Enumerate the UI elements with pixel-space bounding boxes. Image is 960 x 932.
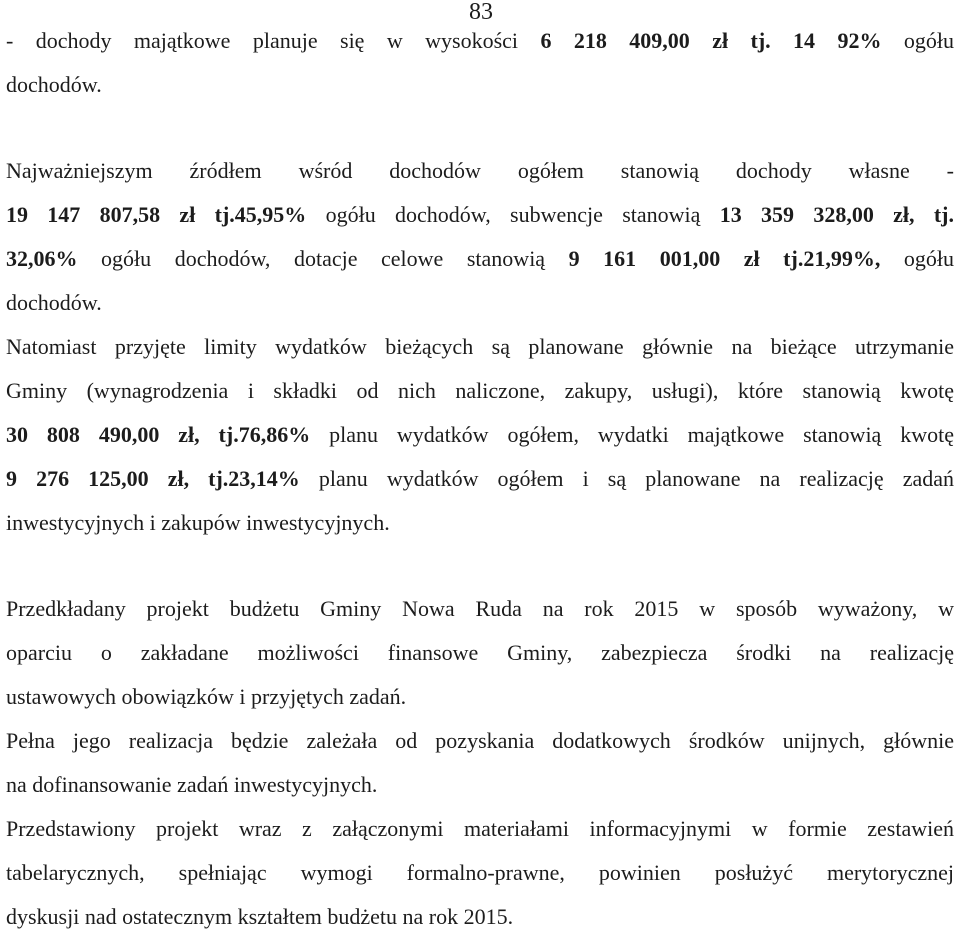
page-number: 83 <box>469 0 493 25</box>
paragraph-2-line-2 <box>6 200 954 230</box>
paragraph-5-line-1: Pełna jego realizacja będzie zależała od pozyskania dodatkowych środków unijnych, głównie <box>6 728 954 753</box>
paragraph-3-line-5: inwestycyjnych i zakupów inwestycyjnych. <box>6 510 390 535</box>
text-span: - dochody majątkowe planuje się w wysokości <box>6 28 541 53</box>
bold-amount: 9 161 001,00 zł tj.21,99%, <box>568 246 881 271</box>
text-span: ogółu dochodów, dotacje celowe stanowią <box>77 246 569 271</box>
paragraph-2-line-3 <box>6 244 954 274</box>
bold-amount: 9 276 125,00 zł, tj.23,14% <box>6 466 300 491</box>
bold-amount: 13 359 328,00 zł, tj. <box>719 202 955 227</box>
text-span: planu wydatków ogółem i są planowane na realizację zadań <box>299 466 955 491</box>
paragraph-1-line-2: dochodów. <box>6 72 102 97</box>
text-span: ogółu <box>880 246 955 271</box>
bold-amount: 6 218 409,00 zł tj. 14 92% <box>540 28 882 53</box>
bold-amount: 19 147 807,58 zł tj.45,95% <box>6 202 307 227</box>
paragraph-3-line-2: Gminy (wynagrodzenia i składki od nich naliczone, zakupy, usługi), które stanowią kwotę <box>6 378 954 403</box>
paragraph-4-line-2: oparciu o zakładane możliwości finansowe Gminy, zabezpiecza środki na realizację <box>6 640 954 665</box>
bold-amount: 32,06% <box>6 246 78 271</box>
text-span: planu wydatków ogółem, wydatki majątkowe stanowią kwotę <box>310 422 954 447</box>
paragraph-4-line-1: Przedkładany projekt budżetu Gminy Nowa Ruda na rok 2015 w sposób wyważony, w <box>6 596 954 621</box>
bold-amount: 30 808 490,00 zł, tj.76,86% <box>6 422 311 447</box>
paragraph-2-line-4: dochodów. <box>6 290 102 315</box>
paragraph-6-line-2: tabelarycznych, spełniając wymogi formalno-prawne, powinien posłużyć merytorycznej <box>6 860 954 885</box>
paragraph-1-line-1 <box>6 26 954 56</box>
paragraph-3-line-3 <box>6 420 954 450</box>
paragraph-3-line-1: Natomiast przyjęte limity wydatków bieżących są planowane głównie na bieżące utrzymanie <box>6 334 954 359</box>
paragraph-4-line-3: ustawowych obowiązków i przyjętych zadań. <box>6 684 407 709</box>
paragraph-3-line-4 <box>6 464 954 494</box>
text-span: ogółu dochodów, subwencje stanowią <box>306 202 720 227</box>
paragraph-2-line-1: Najważniejszym źródłem wśród dochodów ogółem stanowią dochody własne - <box>6 158 954 183</box>
paragraph-6-line-1: Przedstawiony projekt wraz z załączonymi materiałami informacyjnymi w formie zestawień <box>6 816 954 841</box>
paragraph-6-line-3: dyskusji nad ostatecznym kształtem budżetu na rok 2015. <box>6 904 514 929</box>
paragraph-5-line-2: na dofinansowanie zadań inwestycyjnych. <box>6 772 378 797</box>
text-span: ogółu <box>881 28 955 53</box>
